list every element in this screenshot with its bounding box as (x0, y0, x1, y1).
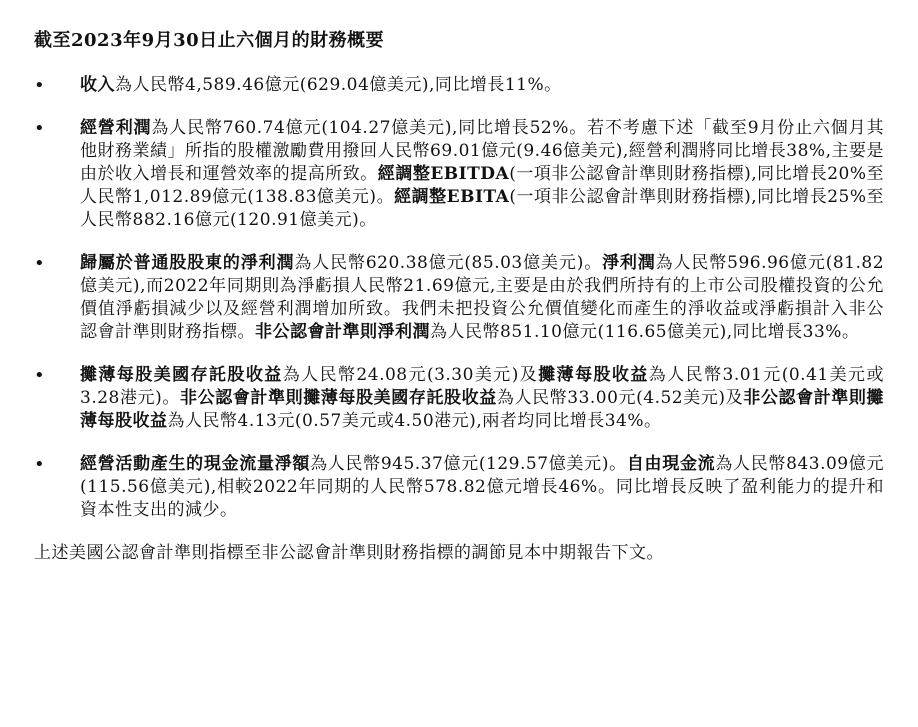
bullet-text (80, 117, 884, 232)
footer-note: 上述美國公認會計準則指標至非公認會計準則財務指標的調節見本中期報告下文。 (34, 543, 664, 563)
text-run: 為人民幣843.09億元(115.56億美元),相較2022年同期的人民幣578.82億元增長46%。同比增長反映了盈利能力的提升和資本性支出的減少。 (80, 454, 885, 520)
text-run: (一項非公認會計準則財務指標),同比增長20%至人民幣1,012.89億元(138.83億美元)。 (80, 164, 885, 207)
bullet-icon: • (34, 253, 45, 274)
text-run: (一項非公認會計準則財務指標),同比增長25%至人民幣882.16億元(120.91億美元)。 (80, 187, 885, 230)
bold-term: 非公認會計準則攤薄每股收益 (80, 388, 885, 431)
bullet-text (80, 252, 884, 344)
list-item (34, 364, 884, 433)
text-run: 為人民幣3.01元(0.41美元或3.28港元)。 (80, 365, 884, 408)
bullet-icon: • (34, 75, 45, 96)
bullet-text (80, 364, 884, 433)
bold-term: 非公認會計準則淨利潤 (255, 322, 430, 342)
bold-term: 自由現金流 (626, 454, 716, 474)
text-run: 為人民幣4.13元(0.57美元或4.50港元),兩者均同比增長34%。 (167, 411, 662, 431)
bullet-text (80, 74, 884, 97)
bold-term: 經調整EBITA (394, 187, 510, 207)
text-run: 為人民幣851.10億元(116.65億美元),同比增長33%。 (430, 322, 860, 342)
text-run: 為人民幣4,589.46億元(629.04億美元),同比增長11%。 (115, 75, 562, 95)
bold-term: 經營利潤 (80, 118, 152, 138)
text-run: 為人民幣760.74億元(104.27億美元),同比增長52%。若不考慮下述「截至9月份止六個月其他財務業績」所指的股權激勵費用撥回人民幣69.01億元(9.46億美元),經營利潤將同比增長38%,主要是由於收入增長和運營效率的提高所致。 (80, 118, 884, 184)
bullet-icon: • (34, 365, 45, 386)
bullet-icon: • (34, 454, 45, 475)
bullet-text (80, 453, 884, 522)
list-item (34, 453, 884, 522)
bold-term: 淨利潤 (602, 253, 656, 273)
bullet-icon: • (34, 118, 45, 139)
text-run: 為人民幣596.96億元(81.82億美元),而2022年同期則為淨虧損人民幣21.69億元,主要是由於我們所持有的上市公司股權投資的公允價值淨虧損減少以及經營利潤增加所致。我們未把投資公允價值變化而產生的淨收益或淨虧損計入非公認會計準則財務指標。 (80, 253, 885, 342)
text-run: 為人民幣945.37億元(129.57億美元)。 (310, 454, 627, 474)
bold-term: 攤薄每股收益 (538, 365, 649, 385)
section-heading: 截至2023年9月30日止六個月的財務概要 (34, 30, 385, 51)
bold-term: 收入 (80, 75, 115, 95)
financial-summary-list (34, 74, 884, 522)
text-run: 為人民幣33.00元(4.52美元)及 (496, 388, 744, 408)
list-item (34, 74, 884, 97)
bold-term: 經營活動產生的現金流量淨額 (80, 454, 311, 474)
bold-term: 非公認會計準則攤薄每股美國存託股收益 (180, 388, 497, 408)
text-run: 為人民幣24.08元(3.30美元)及 (282, 365, 539, 385)
bold-term: 經調整EBITDA (377, 164, 510, 184)
text-run: 為人民幣620.38億元(85.03億美元)。 (294, 253, 603, 273)
list-item (34, 252, 884, 344)
bold-term: 攤薄每股美國存託股收益 (80, 365, 283, 385)
bold-term: 歸屬於普通股股東的淨利潤 (80, 253, 295, 273)
list-item (34, 117, 884, 232)
